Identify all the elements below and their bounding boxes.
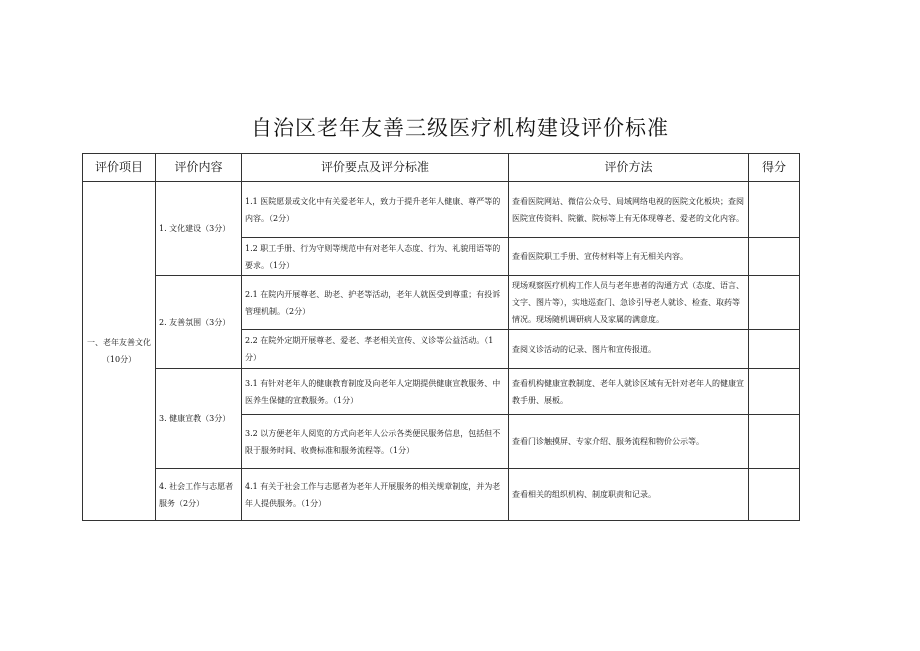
header-method: 评价方法 <box>509 154 749 182</box>
score-cell <box>749 369 800 415</box>
document-title: 自治区老年友善三级医疗机构建设评价标准 <box>251 116 669 140</box>
table-row <box>83 369 800 415</box>
method-cell: 查阅义诊活动的记录、图片和宣传报道。 <box>509 330 749 369</box>
score-cell <box>749 469 800 521</box>
criterion-cell: 3.1 有针对老年人的健康教育制度及向老年人定期提供健康宣教服务、中医养生保健的宣教服务。（1分） <box>242 369 509 415</box>
group-label: 2. 友善氛围（3分） <box>156 276 242 369</box>
score-cell <box>749 182 800 238</box>
score-cell <box>749 415 800 469</box>
table-row <box>83 276 800 330</box>
criterion-cell: 1.1 医院愿景或文化中有关爱老年人，致力于提升老年人健康、尊严等的内容。（2分） <box>242 182 509 238</box>
criterion-cell: 1.2 职工手册、行为守则等规范中有对老年人态度、行为、礼貌用语等的要求。（1分） <box>242 238 509 276</box>
score-cell <box>749 330 800 369</box>
header-criteria: 评价要点及评分标准 <box>242 154 509 182</box>
category-label: 一、老年友善文化 <box>87 338 151 347</box>
table-row <box>83 182 800 238</box>
table-row <box>83 469 800 521</box>
criterion-cell: 2.1 在院内开展尊老、助老、护老等活动，老年人就医受到尊重；有投诉管理机制。（2分） <box>242 276 509 330</box>
header-score: 得分 <box>749 154 800 182</box>
criterion-cell: 2.2 在院外定期开展尊老、爱老、孝老相关宣传、义诊等公益活动。（1分） <box>242 330 509 369</box>
method-cell: 现场观察医疗机构工作人员与老年患者的沟通方式（态度、语言、文字、图片等），实地巡查门、急诊引导老人就诊、检查、取药等情况。现场随机调研病人及家属的满意度。 <box>509 276 749 330</box>
method-cell: 查看医院网站、微信公众号、局域网络电视的医院文化板块；查阅医院宣传资料、院徽、院标等上有无体现尊老、爱老的文化内容。 <box>509 182 749 238</box>
evaluation-table <box>82 153 800 521</box>
score-cell <box>749 238 800 276</box>
method-cell: 查看机构健康宣教制度、老年人就诊区域有无针对老年人的健康宣教手册、展板。 <box>509 369 749 415</box>
group-label: 4. 社会工作与志愿者服务（2分） <box>156 469 242 521</box>
criterion-cell: 3.2 以方便老年人阅览的方式向老年人公示各类便民服务信息，包括但不限于服务时间、收费标准和服务流程等。（1分） <box>242 415 509 469</box>
criterion-cell: 4.1 有关于社会工作与志愿者为老年人开展服务的相关规章制度，并为老年人提供服务。（1分） <box>242 469 509 521</box>
category-points: （10分） <box>101 355 137 364</box>
method-cell: 查看医院职工手册、宣传材料等上有无相关内容。 <box>509 238 749 276</box>
method-cell: 查看门诊触摸屏、专家介绍、服务流程和物价公示等。 <box>509 415 749 469</box>
group-label: 3. 健康宣教（3分） <box>156 369 242 469</box>
method-cell: 查看相关的组织机构、制度职责和记录。 <box>509 469 749 521</box>
score-cell <box>749 276 800 330</box>
group-label: 1. 文化建设（3分） <box>156 182 242 276</box>
table-header-row <box>83 154 800 182</box>
category-cell <box>83 182 156 521</box>
header-item: 评价项目 <box>83 154 156 182</box>
header-content: 评价内容 <box>156 154 242 182</box>
